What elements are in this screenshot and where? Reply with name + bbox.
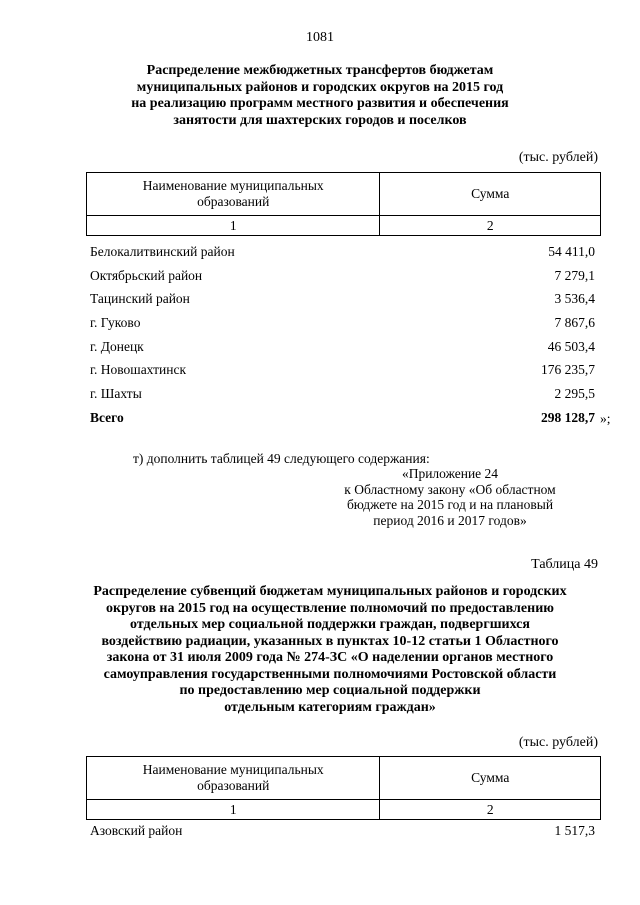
title-line: Распределение межбюджетных трансфертов бюджетам <box>146 63 494 78</box>
title-line: на реализацию программ местного развития и обеспечения <box>131 96 509 111</box>
header-name-line2: образований <box>197 778 270 793</box>
header-name-line1: Наименование муниципальных <box>142 178 324 193</box>
table-title-transfers <box>95 63 545 129</box>
table-header-transfers <box>86 172 601 236</box>
row-value: 3 536,4 <box>554 291 595 307</box>
appendix-caption <box>300 466 600 528</box>
row-name: г. Гуково <box>90 315 141 331</box>
instruction-text: т) дополнить таблицей 49 следующего содержания: <box>133 451 430 466</box>
appendix-line: «Приложение 24 <box>401 466 499 481</box>
column-number-1: 1 <box>87 800 380 820</box>
table-row <box>90 384 595 408</box>
header-name-line2: образований <box>197 194 270 209</box>
table-row <box>90 337 595 361</box>
title-line: самоуправления государственными полномочиями Ростовской области <box>103 666 557 682</box>
row-name: г. Новошахтинск <box>90 362 186 378</box>
table-row <box>90 360 595 384</box>
row-value: 176 235,7 <box>541 362 595 378</box>
row-value: 54 411,0 <box>548 244 595 259</box>
column-number-2: 2 <box>380 800 601 820</box>
row-name: г. Шахты <box>90 386 142 402</box>
header-sum-cell: Сумма <box>380 757 601 800</box>
title-line: по предоставлению мер социальной поддержки <box>179 683 481 698</box>
table-row <box>90 266 595 290</box>
appendix-line: к Областному закону «Об областном <box>344 481 556 497</box>
table-title-subventions <box>70 584 590 716</box>
table-row <box>90 289 595 313</box>
column-number-1: 1 <box>87 216 380 236</box>
table-number: Таблица 49 <box>531 557 598 572</box>
title-line: воздействию радиации, указанных в пунктах 10-12 статьи 1 Областного <box>101 633 559 649</box>
row-value: 1 517,3 <box>554 823 595 838</box>
title-line: Распределение субвенций бюджетам муниципальных районов и городских <box>93 584 567 599</box>
row-value: 7 279,1 <box>554 267 595 283</box>
row-value: 7 867,6 <box>554 315 595 331</box>
units-label: (тыс. рублей) <box>518 150 598 165</box>
title-line: закона от 31 июля 2009 года № 274-ЗС «О наделении органов местного <box>106 650 554 665</box>
header-name-line1: Наименование муниципальных <box>142 762 324 777</box>
total-label: Всего <box>90 409 124 425</box>
appendix-line: период 2016 и 2017 годов» <box>373 512 527 528</box>
row-name: Белокалитвинский район <box>90 244 235 259</box>
column-number-2: 2 <box>380 216 601 236</box>
title-line: округов на 2015 год на осуществление полномочий по предоставлению <box>106 600 554 616</box>
header-name-cell <box>87 757 380 800</box>
row-name: Азовский район <box>90 823 183 838</box>
header-name-cell <box>87 173 380 216</box>
units-label: (тыс. рублей) <box>518 735 598 750</box>
total-value: 298 128,7 <box>541 409 595 425</box>
title-line: занятости для шахтерских городов и поселков <box>173 112 467 128</box>
title-line: отдельных мер социальной поддержки граждан, подвергшихся <box>130 617 530 632</box>
table-body-subventions <box>90 821 595 845</box>
row-name: г. Донецк <box>90 338 144 354</box>
table-body-transfers <box>90 242 595 432</box>
appendix-line: бюджете на 2015 год и на плановый <box>346 497 554 512</box>
header-sum-cell: Сумма <box>380 173 601 216</box>
title-line: отдельным категориям граждан» <box>224 699 436 715</box>
table-header-subventions <box>86 756 601 820</box>
row-name: Октябрьский район <box>90 267 203 283</box>
table-total-row <box>90 408 595 432</box>
table-row <box>90 242 595 266</box>
row-name: Тацинский район <box>90 291 190 307</box>
row-value: 46 503,4 <box>547 338 595 354</box>
table-row <box>90 313 595 337</box>
page-number: 1081 <box>306 30 334 45</box>
table-row <box>90 821 595 845</box>
row-value: 2 295,5 <box>554 386 595 402</box>
closing-quote-mark: »; <box>600 411 611 426</box>
title-line: муниципальных районов и городских округов на 2015 год <box>136 79 504 95</box>
